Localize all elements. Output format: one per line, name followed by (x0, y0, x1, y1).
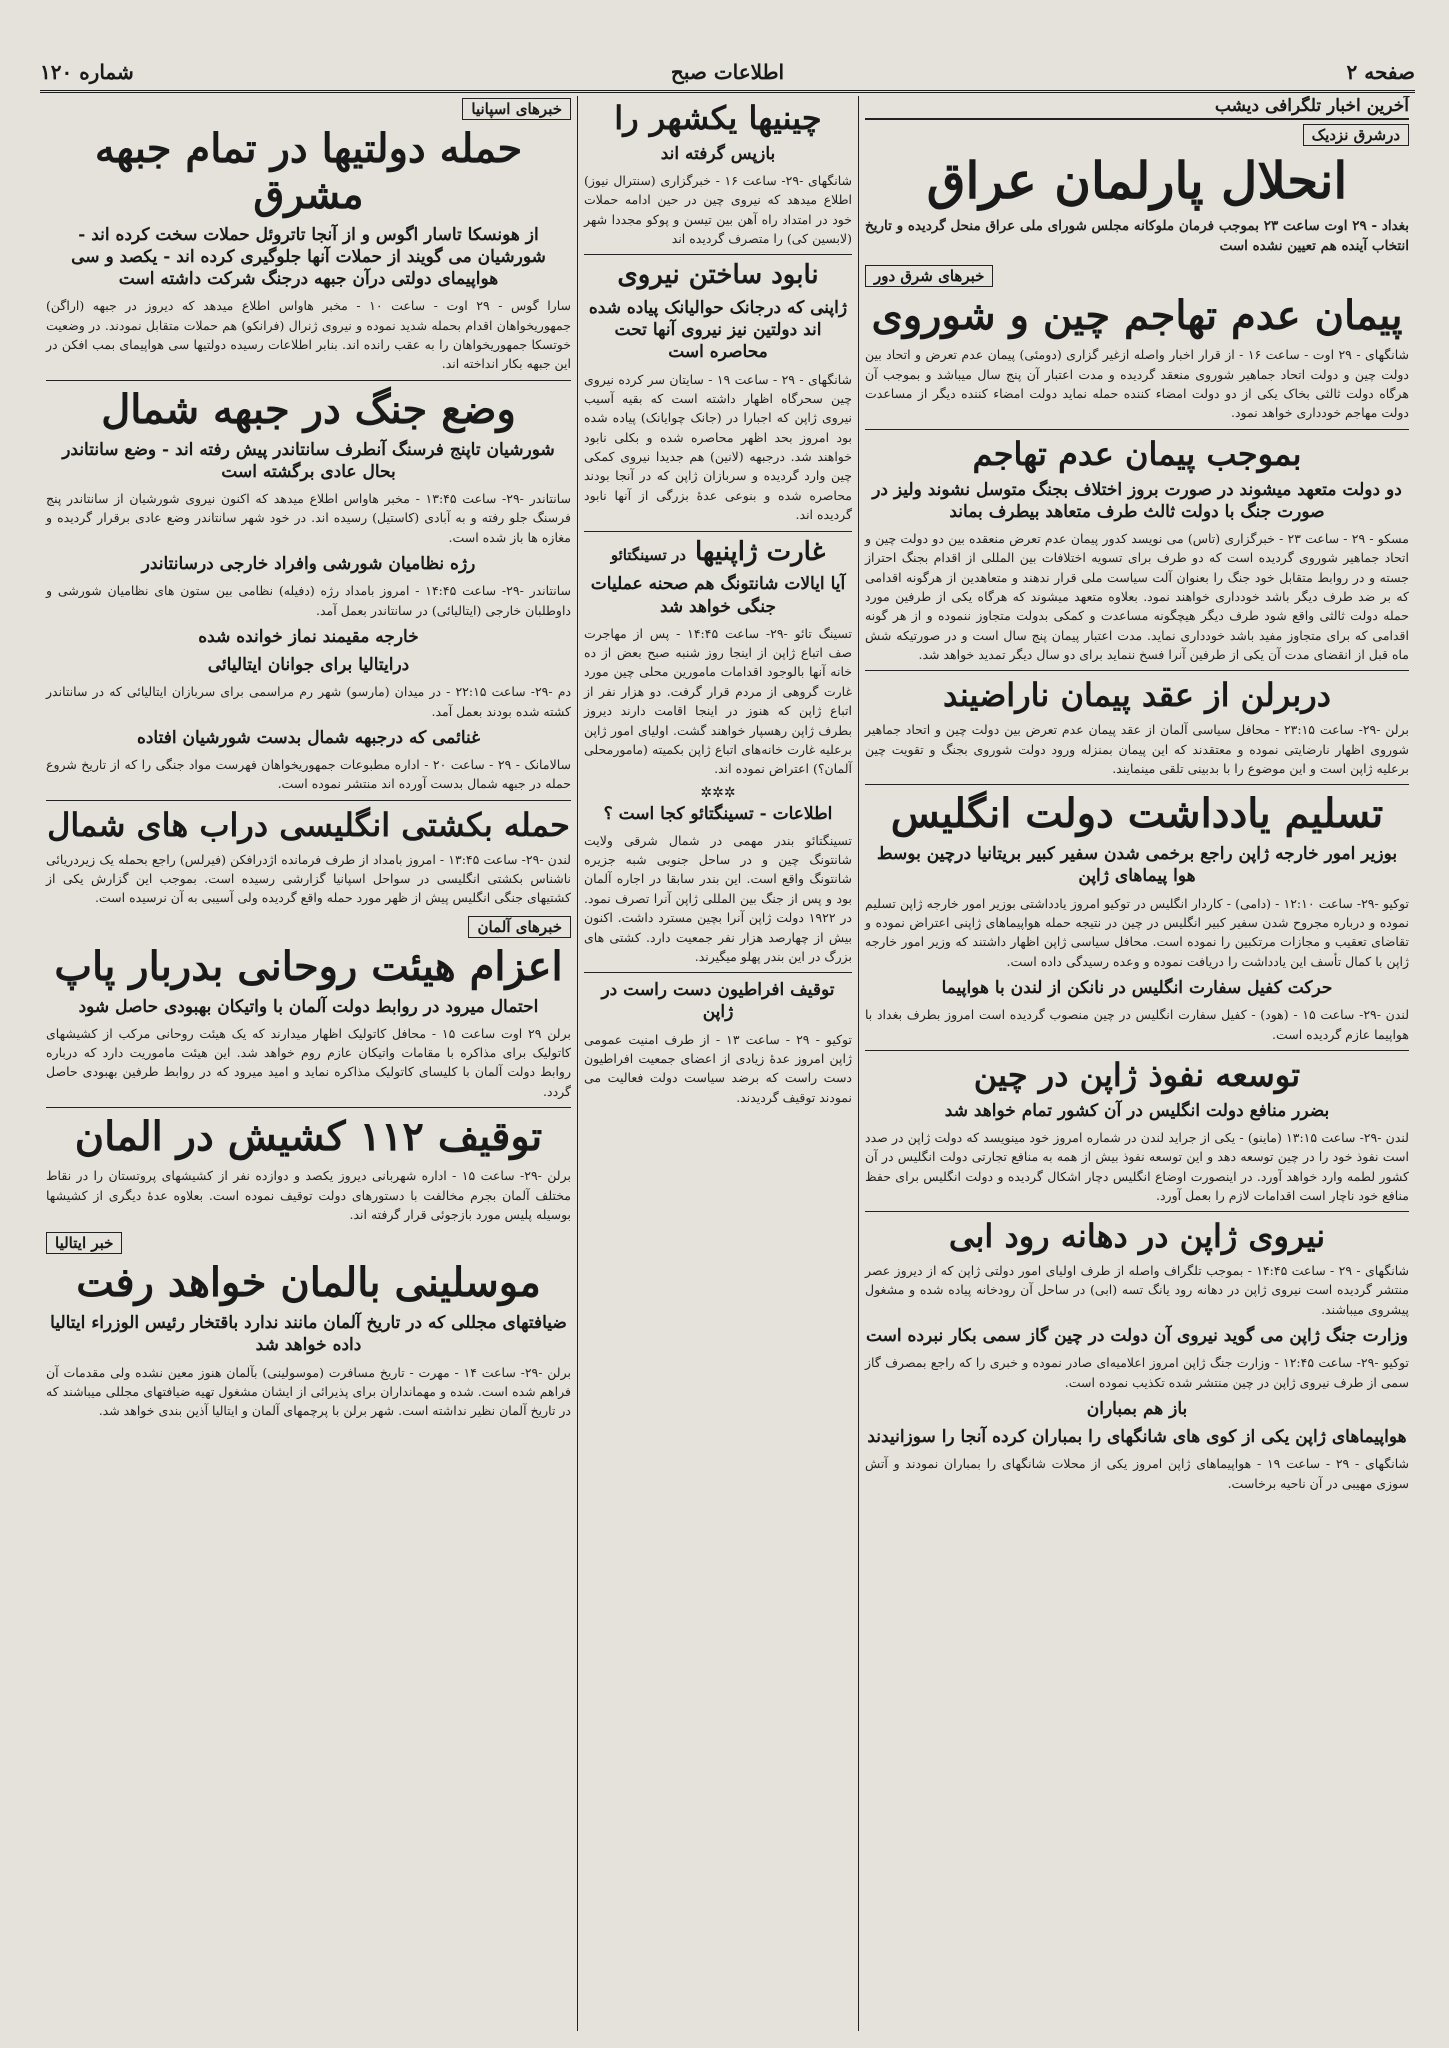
headline: بموجب پیمان عدم تهاجم (972, 434, 1302, 473)
subheadline: باز هم بمباران (1086, 1399, 1188, 1420)
headline-suffix: در تسینگتائو (610, 545, 686, 564)
headline: توقیف ۱۱۲ کشیش در المان (74, 1113, 543, 1161)
article-body: برلن -۲۹- ساعت ۱۴ - مهرت - تاریخ مسافرت (موسولینی) بآلمان هنوز معین نشده ولی مقدمات آن فراهم شده است. شده و مهمانداران برای پذیرائی از ایشان مشغول تهیه ضیافتهای مجللی میباشند که در تاریخ آلمان نظیر نداشته است. شهر برلن با پرچمهای آلمان و ایتالیا آذین بندی خواهد شد. (46, 1364, 571, 1419)
section-label: خبرهای آلمان (468, 916, 571, 938)
article-body: توکیو - ۲۹ - ساعت ۱۳ - از طرف امنیت عمومی ژاپن امروز عدۀ زیادی از اعضای جمعیت افراطیون دست راست که برضد سیاست دولت فعالیت می نمودند توقیف گردیدند. (584, 1031, 852, 1105)
headline: اعزام هیئت روحانی بدربار پاپ (54, 942, 563, 990)
subheadline: بازپس گرفته اند (660, 143, 776, 164)
separator-stars: ✲✲✲ (700, 784, 736, 801)
headline: توسعه نفوذ ژاپن در چین (973, 1055, 1301, 1094)
headline: دربرلن از عقد پیمان ناراضیند (943, 676, 1331, 715)
article-body: شانگهای - ۲۹ - ساعت ۱۹ - هواپیماهای ژاپن امروز یکی از محلات شانگهای را بمباران نمودند و آتش سوزی مهیبی در آن ناحیه برخاست. (865, 1456, 1409, 1491)
headline: وضع جنگ در جبهه شمال (101, 385, 516, 433)
subheadline: توقیف افراطیون دست راست در ژاپن (601, 980, 835, 1023)
subheadline: درایتالیا برای جوانان ایتالیائی (207, 655, 410, 676)
subheadline: خارجه مقیمند نماز خوانده شده (198, 626, 419, 647)
section-label: خبر ایتالیا (46, 1232, 122, 1254)
article-body: سالامانک - ۲۹ - ساعت ۲۰ - اداره مطبوعات جمهوریخواهان فهرست مواد جنگی را که از تاریخ شروع حمله در جبهه شمال بدست آورده اند منتشر نموده است. (46, 756, 571, 792)
article-body: سانتاندر -۲۹- ساعت ۱۳:۴۵ - مخبر هاواس اطلاع میدهد که اکنون نیروی شورشیان از سانتاندر پنج فرسنگ جلو رفته و به آبادی (کاستیل) رسیده اند. در خود شهر سانتاندر وضع عادی برقرار گردیده و مغازه ها باز شده است. (46, 490, 572, 545)
column-right (858, 96, 1415, 2031)
article-body: بغداد - ۲۹ اوت ساعت ۲۳ بموجب فرمان ملوکانه مجلس شورای ملی عراق منحل گردیده و تاریخ انتخاب آینده هم تعیین نشده است (865, 217, 1409, 255)
article-body: توکیو -۲۹- ساعت ۱۲:۱۰ - (دامی) - کاردار انگلیس در توکیو امروز یادداشتی بوزیر امور خارجه ژاپن تسلیم نموده و درباره مجروح شدن سفیر کبیر انگلیس در چین در نتیجه حمله هواپیماهای ژاپنی اعتراض نموده و تقاضای تعقیب و مجازات مرتکبین را نموده است. محافل سیاسی ژاپن اظهار داشتند که وزیر امور خارجه ژاپن با کمال تأسف این یادداشت را دریافت نموده و وعده رسیدگی داده است. (865, 895, 1409, 969)
headline: تسلیم یادداشت دولت انگلیس (890, 790, 1384, 838)
subheadline: حرکت کفیل سفارت انگلیس در نانکن از لندن با هواپیما (941, 978, 1333, 999)
headline: پیمان عدم تهاجم چین و شوروی (871, 292, 1403, 340)
section-label: خبرهای شرق دور (865, 265, 993, 287)
subheadline: احتمال میرود در روابط دولت آلمان با واتیکان بهبودی حاصل شود (78, 996, 539, 1017)
subheadline: بضرر منافع دولت انگلیس در آن کشور تمام خواهد شد (944, 1100, 1330, 1121)
section-label: درشرق نزدیک (1303, 124, 1409, 146)
column-left (40, 96, 577, 2031)
article-body: برلن -۲۹- ساعت ۲۳:۱۵ - محافل سیاسی آلمان از عقد پیمان عدم تعرض بین دولت چین و اتحاد جماهیر شوروی اظهار نارضایتی نموده و معتقدند که این پیمان بمنزله ورود دولت شوروی بجنگ و تقویت چین برعلیه ژاپن است و این موضوع را با بدبینی تلقی مینمایند. (865, 722, 1409, 776)
article-body: سانتاندر -۲۹- ساعت ۱۴:۴۵ - امروز بامداد رژه (دفیله) نظامی بین ستون های نظامیان شورشی و داوطلبان خارجی (ایتالیائی) در سانتاندر بعمل آمد. (46, 583, 572, 618)
headline: حمله بکشتی انگلیسی دراب های شمال (47, 805, 570, 844)
masthead (40, 54, 1415, 93)
article-body: توکیو -۲۹- ساعت ۱۲:۴۵ - وزارت جنگ ژاپن امروز اعلامیه‌ای صادر نموده و خبری را که راجع بمصرف گاز سمی از طرف نیروی ژاپن در چین منتشر شده تکذیب نموده است. (865, 1355, 1409, 1390)
article-body: لندن -۲۹- ساعت ۱۳:۱۵ (ماینو) - یکی از جراید لندن در شماره امروز خود مینویسد که دولت ژاپن در صدد است نفوذ خود را در چین توسعه دهد و این توسعه نفوذ بیش از همه به منافع تجارتی دولت انگلیس در آن کشور لطمه وارد خواهد آورد. در اینصورت اوضاع انگلیس دچار اشکال گردیده و دولت انگلیس برای حفظ منافع خود ناچار است اقدامات لازم را بعمل آورد. (865, 1129, 1409, 1203)
article-body: شانگهای - ۲۹ - ساعت ۱۹ - سایتان سر کرده نیروی چین سحرگاه اظهار داشته است که بقیه آسیب نیروی ژاپن که اجبارا در (جانک چوایانک) پیاده شده بود امروز بحد اظهر محاصره شده و بکلی نابود خواهند شد. درجبهه (لانین) هم جدیدا نیروی کمکی چین وارد گردیده و سربازان ژاپن که در آنجا بودند محاصره شده و بنوعی عدۀ بزرگی از آنها نابود گردیده اند. (584, 371, 852, 523)
subheadline: وزارت جنگ ژاپن می گوید نیروی آن دولت در چین گاز سمی بکار نبرده است (865, 1326, 1409, 1347)
article-body: برلن -۲۹- ساعت ۱۵ - اداره شهربانی دیروز یکصد و دوازده نفر از کشیشهای پروتستان را در نقاط مختلف آلمان بجرم مخالفت با دستورهای دولت توقیف نموده است. بعلاوه عدۀ دیگری از کشیشها بوسیله پلیس مورد بازجوئی قرار گرفته اند. (46, 1168, 571, 1222)
article-body: دم -۲۹- ساعت ۲۲:۱۵ - در میدان (مارسو) شهر رم مراسمی برای سربازان ایتالیائی که در سانتاندر کشته شده بودند بعمل آمد. (46, 684, 572, 719)
article-body: مسکو - ۲۹ - ساعت ۲۳ - خبرگزاری (تاس) می نویسد کدور پیمان عدم تعرض منعقده بین دو دولت چین و اتحاد جماهیر شوروی گردیده است که دو طرف برای تسویه اختلافات بین المللی از اقدام بجنگ احتراز جسته و در روابط متقابل خود جنگ را بعنوان آلت سیاست ملی قرار ندهند و متعاهدین از هرگونه اقدامی که بر ضد طرف دیگر باشد خودداری خواهند نمود. بعلاوه متعهد میشوند که هرگاه یکی از طرفین مورد حمله دولت ثالثی واقع شود طرف دیگر هیچگونه مساعدت و کمکی بدولت متجاوز ننموده و از هر گونه اقدامی که برای متجاوز مفید باشد خودداری نماید. مدت اعتبار پیمان پنج سال است و در صورتیکه شش ماه قبل از انقضای مدت آن یکی از طرفین آنرا فسخ ننماید برای دو سال دیگر تمدید خواهد شد. (865, 530, 1409, 663)
headline: انحلال پارلمان عراق (926, 151, 1348, 210)
subheadline: دو دولت متعهد میشوند در صورت بروز اختلاف بجنگ متوسل نشوند ولیز در صورت جنگ با دولت ثالث طرف متعاهد بیطرف بماند (872, 479, 1402, 522)
subheadline: اطلاعات - تسینگتائو کجا است ؟ (603, 803, 833, 824)
subheadline: از هونسکا تاسار اگوس و از آنجا تاتروئل حملات سخت کرده اند - شورشیان می گویند از حملات آنها جلوگیری کرده اند - یکصد و سی هواپیمای دولتی درآن جبهه درجنگ شرکت داشته است (71, 225, 546, 290)
article-body: تسینگتائو بندر مهمی در شمال شرقی ولایت شانتونگ چین و در ساحل جنوبی شبه جزیره شانتونگ واقع است. این بندر سابقا در اجاره آلمان بود و پس از جنگ بین المللی ژاپن آنرا تصرف نمود. در ۱۹۲۲ دولت ژاپن آنرا بچین مسترد داشت. اکنون بیش از چهارصد هزار نفر جمعیت دارد. کشتی های بزرگ در این بندر پهلو میگیرند. (584, 832, 852, 964)
headline: نابود ساختن نیروی (617, 260, 819, 291)
section-header: آخرین اخبار تلگرافی دیشب (865, 96, 1409, 120)
article-body: برلن ۲۹ اوت ساعت ۱۵ - محافل کاتولیک اظهار میدارند که یک هیئت روحانی مرکب از کشیشهای کاتولیک برای مذاکره با مقامات واتیکان عازم روم خواهد شد. این هیئت ماموریت دارد که درباره روابط دولت آلمان با کلیسای کاتولیک مذاکره نماید و امید میرود که در روابط طرفین بهبودی حاصل گردد. (46, 1025, 571, 1099)
subheadline: شورشیان تاپنج فرسنگ آنطرف سانتاندر پیش رفته اند - وضع سانتاندر بحال عادی برگشته است (62, 439, 555, 482)
subheadline: بوزیر امور خارجه ژاپن راجع برخمی شدن سفیر کبیر بریتانیا درچین بوسط هوا پیماهای ژاپن (876, 844, 1398, 887)
section-label: خبرهای اسپانیا (462, 98, 571, 120)
subheadline: رژه نظامیان شورشی وافراد خارجی درسانتاندر (141, 554, 476, 575)
subheadline: هواپیماهای ژاپن یکی از کوی های شانگهای را بمباران کرده آنجا را سوزانیدند (867, 1427, 1407, 1448)
article-body: لندن -۲۹- ساعت ۱۳:۴۵ - امروز بامداد از طرف فرمانده اژدرافکن (فیرلس) راجع بحمله یک زیردریائی ناشناس بکشتی انگلیسی در سواحل اسپانیا گزارشی رسیده است. بموجب این گزارش یکی از کشتیهای جنگی انگلیس پیش از ظهر مورد حمله واقع گردیده ولی آسیبی به آن نرسیده است. (46, 851, 571, 906)
page-number: صفحه ۲ (1346, 60, 1415, 84)
article-body: شانگهای - ۲۹ - ساعت ۱۴:۴۵ - بموجب تلگراف واصله از طرف اولیای امور دولتی ژاپن که از دیروز عصر منتشر گردیده است نیروی ژاپن در دهانه رود یانگ تسه (ابی) در ساحل آن رودخانه پیاده شده و مشغول پیشروی میباشند. (865, 1263, 1409, 1317)
column-middle (577, 96, 858, 2031)
article-body: تسینگ تائو -۲۹- ساعت ۱۴:۴۵ - پس از مهاجرت صف اتباع ژاپن از اینجا روز شنبه صبح بعض از ده خانه آنها بالوجود اقدامات مامورین محلی چین مورد غارت گروهی از مردم قرار گرفت. دو هزار نفر از اتباع ژاپن که هنوز در اینجا اقامت دارند دیروز بطرف ژاپن رهسپار خواهند گشت. اولیای امور ژاپن برعلیه غارت خانه‌های اتباع ژاپن بکمیته (مامورمحلی آلمان؟) اعتراض نموده اند. (584, 625, 853, 777)
headline: موسلینی بالمان خواهد رفت (76, 1259, 541, 1307)
headline (584, 538, 852, 568)
article-body: شانگهای - ۲۹ اوت - ساعت ۱۶ - از قرار اخبار واصله ازغیر گزاری (دومئی) پیمان عدم تعرض و اتحاد بین دولت چین و دولت اتحاد جماهیر شوروی منعقد گردیده و مدت اعتبار آن پنج سال میباشد و بموجب آن هرگاه دولت ثالثی بخاک یکی از دو دولت امضاء کننده حمله نماید دولت امضاء کننده دیگر از مساعدت دولت مهاجم خودداری خواهد نمود. (865, 347, 1409, 421)
subheadline: ضیافتهای مجللی که در تاریخ آلمان مانند ندارد باقتخار رئیس الوزراء ایتالیا داده خواهد شد (50, 1313, 567, 1356)
issue-number: شماره ۱۲۰ (40, 60, 134, 84)
headline-main: غارت ژاپنیها (694, 536, 826, 567)
subheadline: ژاپنی که درجانک حوالیانک پیاده شده اند دولتین نیز نیروی آنها تحت محاصره است (588, 298, 848, 363)
article-body: شانگهای -۲۹- ساعت ۱۶ - خبرگزاری (سنترال نیوز) اطلاع میدهد که نیروی چین در حین ادامه حملات خود در امتداد راه آهن بین تیسن و پوکو مجددا شهر (لابسین کی) را متصرف گردیده اند (584, 172, 853, 247)
article-body: لندن -۲۹- ساعت ۱۵ - (هود) - کفیل سفارت انگلیس در چین منصوب گردیده است امروز بطرف بغداد با هواپیما عازم گردیده است. (865, 1007, 1409, 1042)
subheadline: آیا ایالات شانتونگ هم صحنه عملیات جنگی خواهد شد (590, 574, 846, 617)
headline: نیروی ژاپن در دهانه رود ابی (948, 1217, 1326, 1256)
article-body: سارا گوس - ۲۹ اوت - ساعت ۱۰ - مخبر هاواس اطلاع میدهد که دیروز در جبهه (اراگن) جمهوریخواهان اقدام بحمله شدید نموده و نیروی ژنرال (فرانکو) هم حملات متقابل نمودند. در وضعیت خوتسکا جمهوریخواهان را به عقب رانده اند. بنابر اطلاعات رسیده دولتیها سی هواپیمای بمب افکن در این جبهه بکار انداخته اند. (46, 298, 571, 372)
headline: حمله دولتیها در تمام جبهه مشرق (94, 125, 523, 218)
headline: چینیها یکشهر را (614, 99, 822, 137)
subheadline: غنائمی که درجبهه شمال بدست شورشیان افتاده (136, 727, 481, 748)
paper-name: اطلاعات صبح (670, 60, 785, 84)
